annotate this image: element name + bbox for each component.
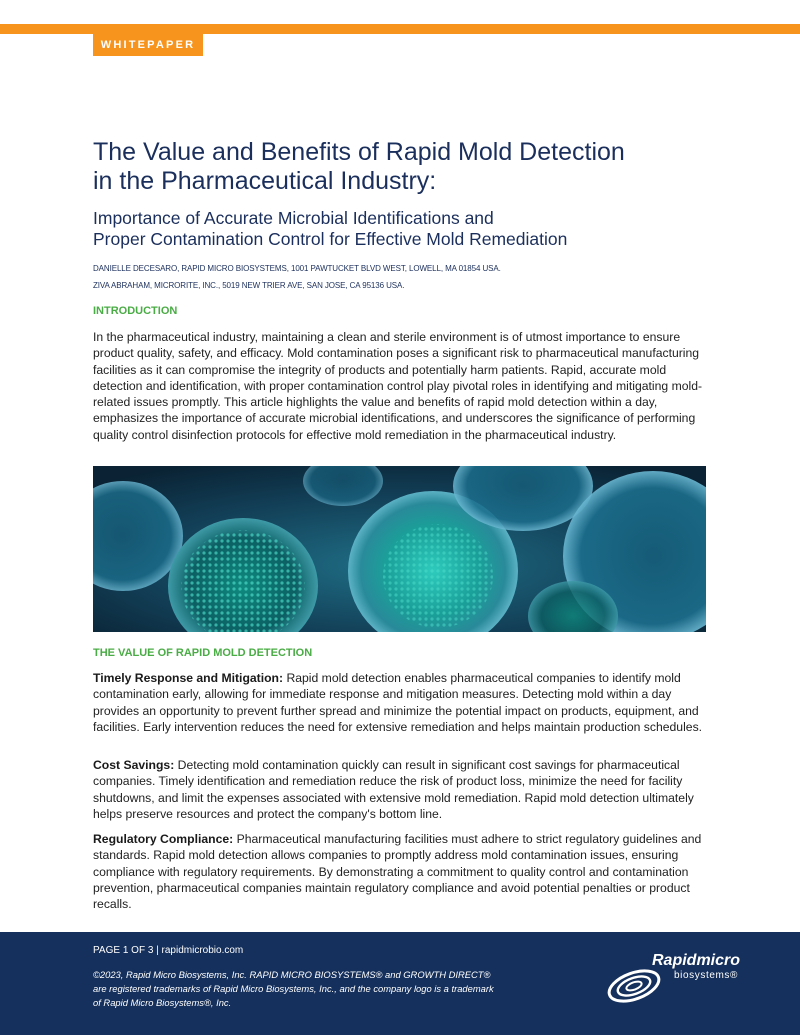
subtitle-line-2: Proper Contamination Control for Effective Mold Remediation <box>93 229 568 249</box>
top-accent-bar <box>0 24 800 34</box>
cost-savings-paragraph <box>93 757 713 822</box>
subtitle-line-1: Importance of Accurate Microbial Identifications and <box>93 208 494 228</box>
mold-microscopy-image <box>93 466 706 632</box>
page-subtitle <box>93 208 733 250</box>
timely-response-text: Rapid mold detection enables pharmaceutical companies to identify mold contamination early, allowing for immediate response and mitigation measures. Detecting mold within a day provides an opportunity to prevent further spread and minimize the potential impact on products, equipment, and facilities. Early intervention reduces the need for extensive remediation and helps maintain production schedules. <box>93 671 703 734</box>
timely-response-lead: Timely Response and Mitigation: <box>93 671 284 685</box>
page-info: PAGE 1 OF 3 | rapidmicrobio.com <box>93 945 244 956</box>
page-title <box>93 138 733 196</box>
rapid-micro-logo <box>604 950 754 1014</box>
logo-subtext: biosystems® <box>674 970 738 981</box>
regulatory-compliance-text: Pharmaceutical manufacturing facilities must adhere to strict regulatory guidelines and standards. Rapid mold detection allows companies to promptly address mold contamination issues, ensuring compliance with regulatory requirements. By demonstrating a commitment to quality control and contamination prevention, pharmaceutical companies maintain regulatory compliance and avoid potential penalties or product recalls. <box>93 832 702 912</box>
author-line-1: DANIELLE DECESARO, RAPID MICRO BIOSYSTEMS, 1001 PAWTUCKET BLVD WEST, LOWELL, MA 01854 USA. <box>93 264 501 273</box>
copyright-line-3: of Rapid Micro Biosystems®, Inc. <box>93 997 232 1008</box>
cost-savings-text: Detecting mold contamination quickly can result in significant cost savings for pharmaceutical companies. Timely identification and remediation reduce the risk of product loss, minimize the need for facility shutdowns, and limit the expenses associated with extensive mold remediation. Rapid mold detection ultimately helps preserve resources and protect the company's bottom line. <box>93 758 694 821</box>
timely-response-paragraph <box>93 670 713 735</box>
cost-savings-lead: Cost Savings: <box>93 758 175 772</box>
regulatory-compliance-lead: Regulatory Compliance: <box>93 832 234 846</box>
value-heading: THE VALUE OF RAPID MOLD DETECTION <box>93 647 313 659</box>
copyright-line-1: ©2023, Rapid Micro Biosystems, Inc. RAPID MICRO BIOSYSTEMS® and GROWTH DIRECT® <box>93 969 491 980</box>
author-line-2: ZIVA ABRAHAM, MICRORITE, INC., 5019 NEW TRIER AVE, SAN JOSE, CA 95136 USA. <box>93 281 405 290</box>
whitepaper-badge: WHITEPAPER <box>93 34 203 56</box>
regulatory-compliance-paragraph <box>93 831 713 912</box>
intro-paragraph: In the pharmaceutical industry, maintaining a clean and sterile environment is of utmost importance to ensure product quality, safety, and efficacy. Mold contamination poses a significant risk to pharmaceutical manufacturing facilities as it can compromise the integrity of products and potentially harm patients. Rapid, accurate mold detection and identification, with proper contamination control play pivotal roles in identifying and mitigating mold-related issues promptly. This article highlights the value and benefits of rapid mold detection within a day, emphasizes the importance of accurate microbial identifications, and underscores the significance of performing quality control disinfection protocols for effective mold remediation in the pharmaceutical industry. <box>93 330 703 442</box>
page-footer <box>0 932 800 1035</box>
copyright-notice <box>93 968 563 1010</box>
intro-heading: INTRODUCTION <box>93 305 178 317</box>
title-line-2: in the Pharmaceutical Industry: <box>93 167 437 195</box>
copyright-line-2: are registered trademarks of Rapid Micro Biosystems, Inc., and the company logo is a trademark <box>93 983 494 994</box>
title-line-1: The Value and Benefits of Rapid Mold Detection <box>93 138 625 166</box>
logo-wordmark: Rapidmicro <box>652 952 741 969</box>
